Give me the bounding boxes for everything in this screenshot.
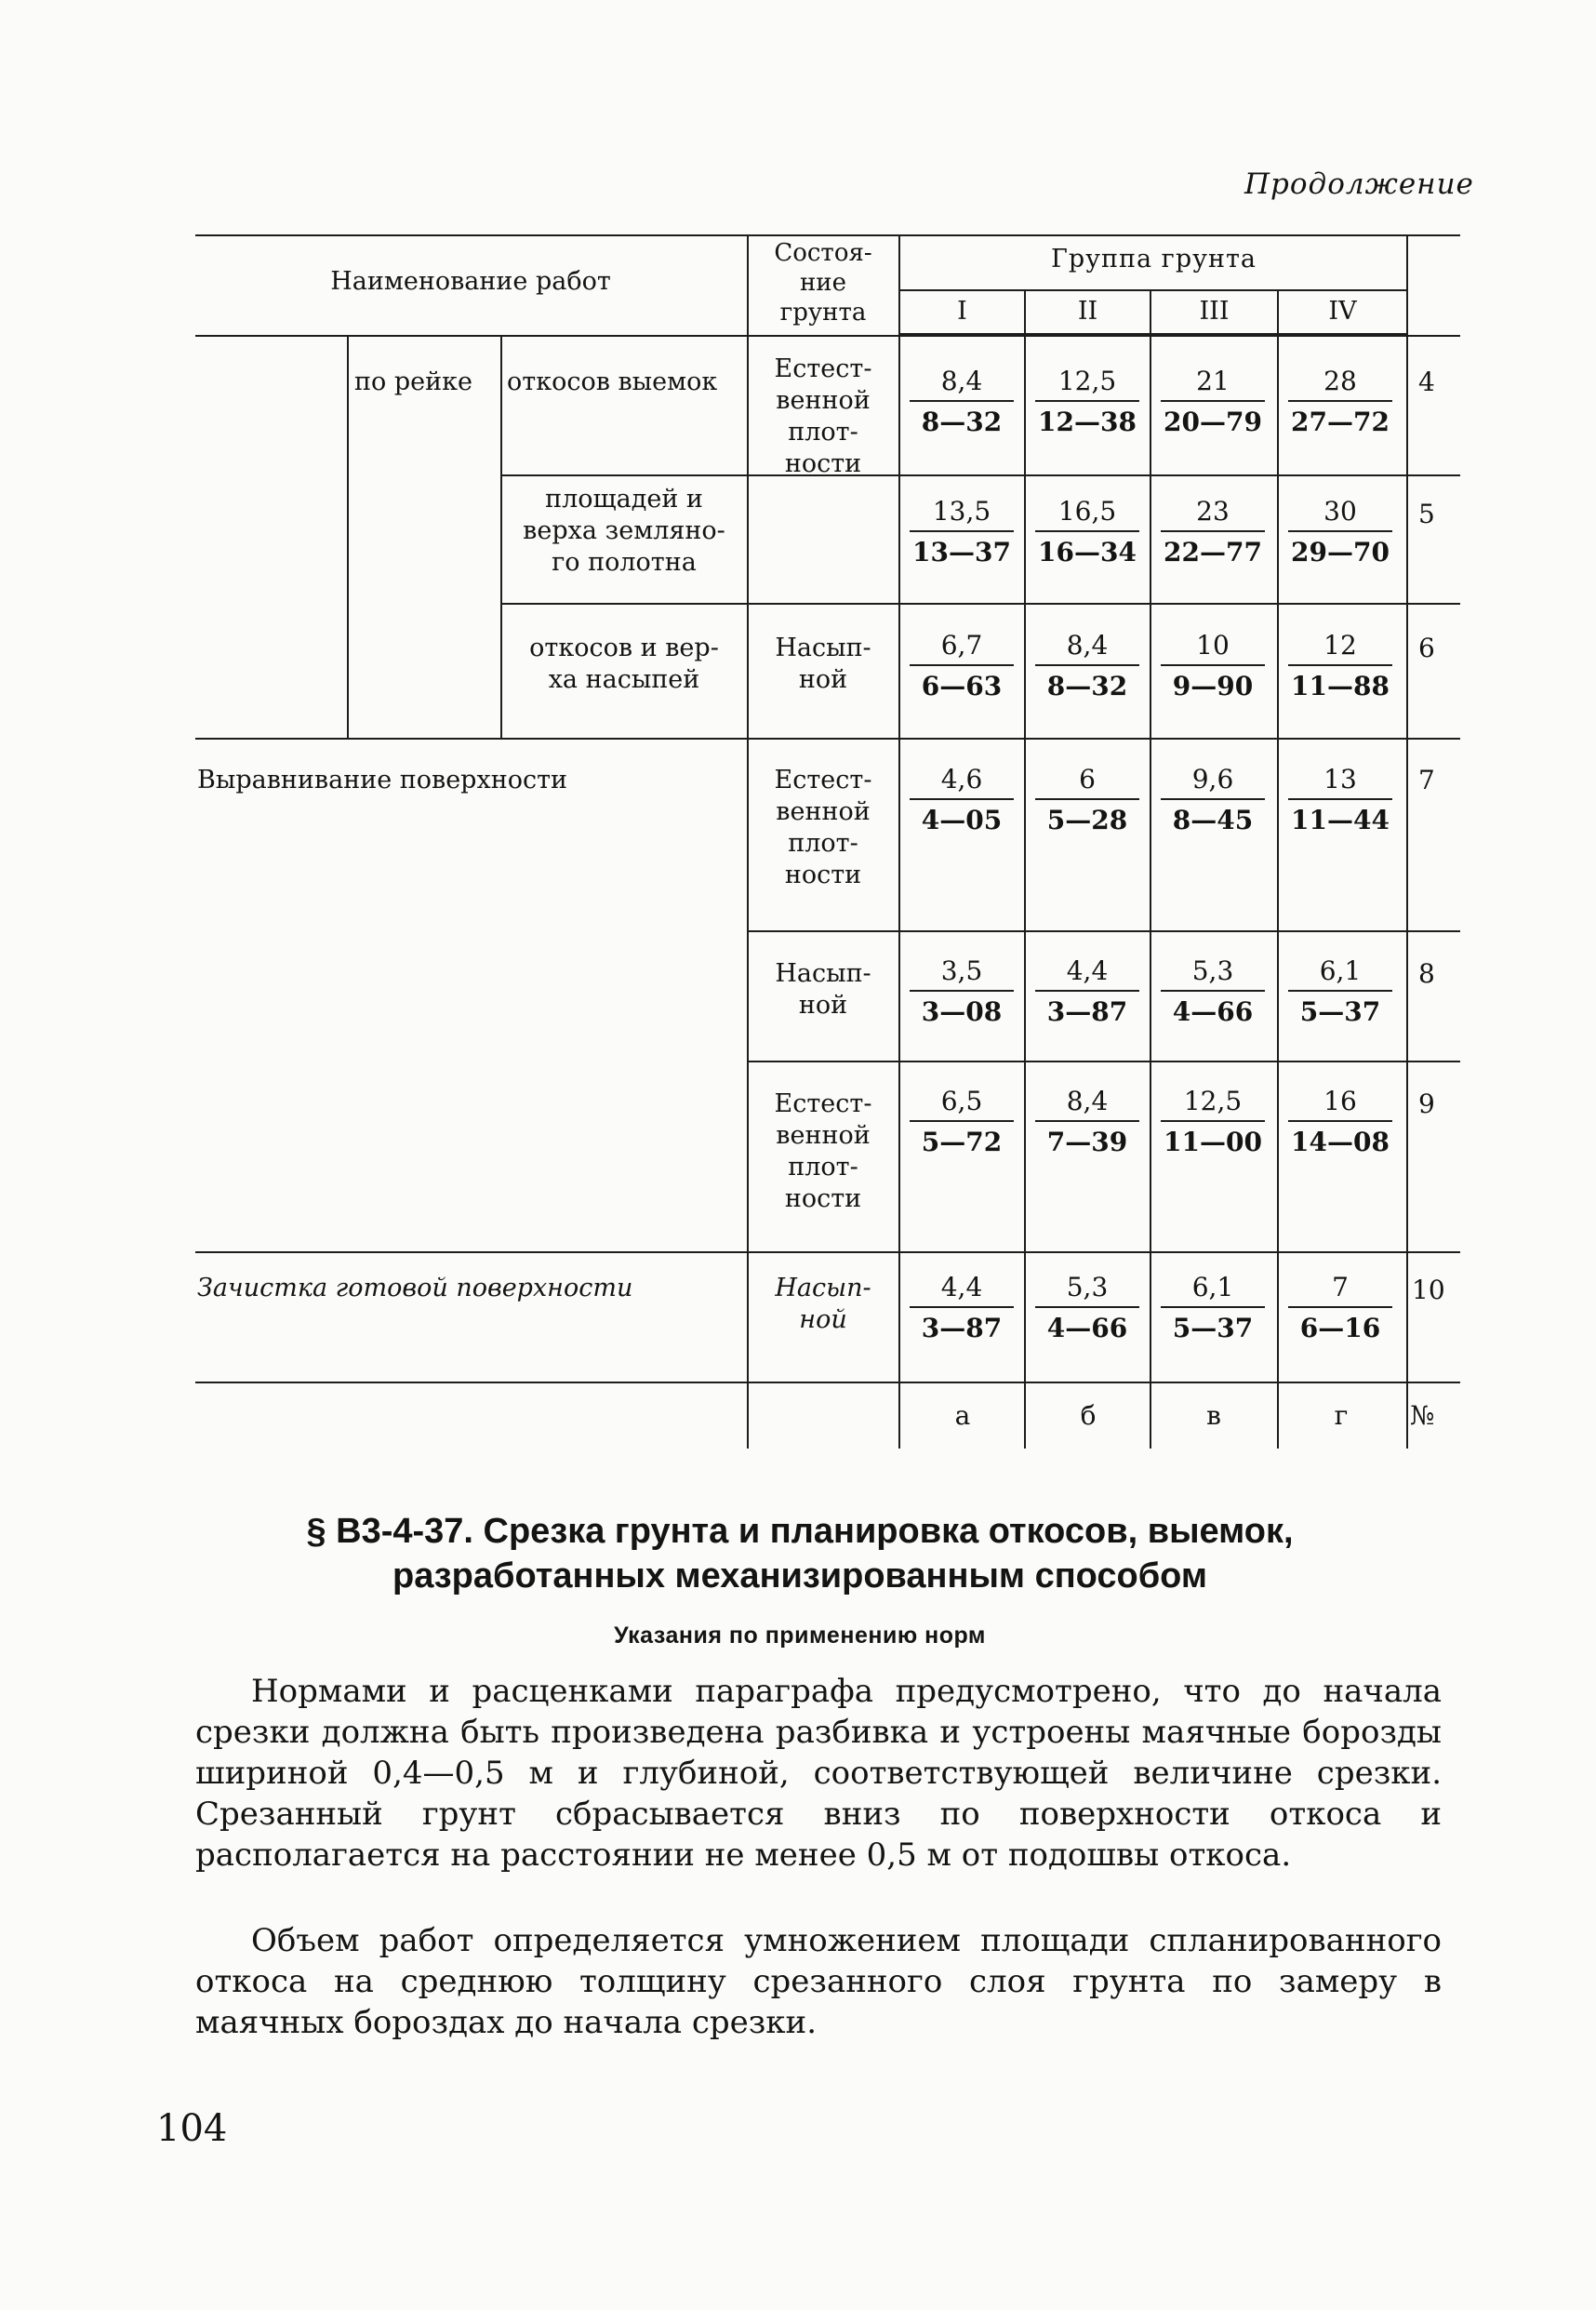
continued-label: Продолжение bbox=[1244, 167, 1474, 201]
paragraph-1: Нормами и расценками параграфа предусмотрено, что до начала срезки должна быть произведена разбивка и устроены маячные борозды шириной 0,4—0,5 м и глубиной, соответствующей величине срезки. Срезанный грунт сбрасывается вниз по поверхности откоса и располагается на расстоянии не менее 0,5 м от подошвы откоса. bbox=[195, 1673, 1442, 1874]
column-code-a: а bbox=[954, 1400, 971, 1431]
header-work-name: Наименование работ bbox=[330, 267, 611, 296]
value-cell: $\frac{8,4}{7—39}$ bbox=[1026, 1083, 1149, 1163]
header-soil-group: Группа грунта bbox=[1050, 245, 1257, 274]
paragraph-2: Объем работ определяется умножением площади спланированного откоса на среднюю толщину срезанного слоя грунта по замеру в маячных бороздах до начала срезки. bbox=[195, 1922, 1442, 2041]
group-header-rule bbox=[898, 289, 1408, 291]
value-cell: $\frac{6}{5—28}$ bbox=[1026, 761, 1149, 841]
number-sign: № bbox=[1410, 1400, 1435, 1431]
value-cell: $\frac{5,3}{4—66}$ bbox=[1026, 1269, 1149, 1349]
value-cell: $\frac{6,5}{5—72}$ bbox=[900, 1083, 1023, 1163]
value-cell: $\frac{4,4}{3—87}$ bbox=[1026, 953, 1149, 1033]
value-cell: $\frac{4,6}{4—05}$ bbox=[900, 761, 1023, 841]
col-rule-rail bbox=[347, 335, 349, 738]
value-cell: $\frac{5,3}{4—66}$ bbox=[1151, 953, 1274, 1033]
value-cell: $\frac{12,5}{12—38}$ bbox=[1026, 363, 1149, 443]
value-cell: $\frac{16}{14—08}$ bbox=[1279, 1083, 1402, 1163]
page-number: 104 bbox=[156, 2107, 228, 2150]
row-rule-9-10 bbox=[195, 1251, 1460, 1253]
header-soil-state: Состоя- ние грунта bbox=[774, 239, 872, 327]
row-number: 10 bbox=[1412, 1275, 1445, 1305]
value-cell: $\frac{16,5}{16—34}$ bbox=[1026, 493, 1149, 573]
value-cell: $\frac{10}{9—90}$ bbox=[1151, 627, 1274, 707]
value-cell: $\frac{3,5}{3—08}$ bbox=[900, 953, 1023, 1033]
row-rule-4-5 bbox=[502, 474, 1460, 476]
row-number: 5 bbox=[1418, 499, 1435, 529]
header-group-1: I bbox=[957, 297, 967, 326]
state-fill-2: Насып- ной bbox=[775, 959, 871, 1020]
state-natural-3: Естест- венной плот- ности bbox=[774, 1089, 872, 1213]
table-top-rule bbox=[195, 234, 1460, 236]
value-cell: $\frac{12}{11—88}$ bbox=[1279, 627, 1402, 707]
section-title-line2: разработанных механизированным способом bbox=[392, 1556, 1208, 1596]
row-number: 9 bbox=[1418, 1088, 1435, 1119]
row-rule-10-codes bbox=[195, 1382, 1460, 1383]
state-natural-1: Естест- венной плот- ности bbox=[774, 354, 872, 478]
value-cell: $\frac{23}{22—77}$ bbox=[1151, 493, 1274, 573]
label-platforms: площадей и верха земляно- го полотна bbox=[523, 485, 725, 577]
column-code-v: в bbox=[1206, 1400, 1221, 1431]
label-cleaning: Зачистка готовой поверхности bbox=[197, 1274, 633, 1302]
value-cell: $\frac{6,1}{5—37}$ bbox=[1279, 953, 1402, 1033]
row-number: 4 bbox=[1418, 367, 1435, 397]
value-cell: $\frac{9,6}{8—45}$ bbox=[1151, 761, 1274, 841]
row-rule-5-6 bbox=[502, 603, 1460, 605]
value-cell: $\frac{6,1}{5—37}$ bbox=[1151, 1269, 1274, 1349]
header-group-3: III bbox=[1199, 297, 1230, 326]
state-fill-1: Насып- ной bbox=[775, 634, 871, 694]
value-cell: $\frac{13}{11—44}$ bbox=[1279, 761, 1402, 841]
row-rule-8-9 bbox=[749, 1061, 1460, 1062]
label-by-rail: по рейке bbox=[354, 367, 472, 396]
row-rule-6-7 bbox=[195, 738, 1460, 740]
label-cut-slopes: откосов выемок bbox=[507, 367, 718, 396]
value-cell: $\frac{7}{6—16}$ bbox=[1279, 1269, 1402, 1349]
value-cell: $\frac{4,4}{3—87}$ bbox=[900, 1269, 1023, 1349]
header-group-4: IV bbox=[1328, 297, 1357, 326]
label-fill-slopes: откосов и вер- ха насыпей bbox=[529, 634, 719, 694]
value-cell: $\frac{8,4}{8—32}$ bbox=[900, 363, 1023, 443]
row-number: 7 bbox=[1418, 765, 1435, 795]
row-number: 6 bbox=[1418, 633, 1435, 663]
value-cell: $\frac{6,7}{6—63}$ bbox=[900, 627, 1023, 707]
value-cell: $\frac{12,5}{11—00}$ bbox=[1151, 1083, 1274, 1163]
value-cell: $\frac{8,4}{8—32}$ bbox=[1026, 627, 1149, 707]
column-code-b: б bbox=[1080, 1400, 1097, 1431]
header-group-2: II bbox=[1077, 297, 1098, 326]
value-cell: $\frac{13,5}{13—37}$ bbox=[900, 493, 1023, 573]
section-title-line1: § В3-4-37. Срезка грунта и планировка откосов, выемок, bbox=[306, 1512, 1294, 1551]
row-rule-7-8 bbox=[749, 930, 1460, 932]
row-number: 8 bbox=[1418, 958, 1435, 989]
value-cell: $\frac{30}{29—70}$ bbox=[1279, 493, 1402, 573]
section-subheading: Указания по применению норм bbox=[614, 1622, 986, 1649]
state-fill-3: Насып- ной bbox=[775, 1274, 871, 1334]
value-cell: $\frac{28}{27—72}$ bbox=[1279, 363, 1402, 443]
column-code-g: г bbox=[1334, 1400, 1349, 1431]
value-cell: $\frac{21}{20—79}$ bbox=[1151, 363, 1274, 443]
state-natural-2: Естест- венной плот- ности bbox=[774, 766, 872, 889]
label-leveling: Выравнивание поверхности bbox=[197, 766, 567, 794]
col-rule-g4-right bbox=[1406, 234, 1408, 1449]
header-bottom-rule bbox=[195, 335, 1460, 337]
